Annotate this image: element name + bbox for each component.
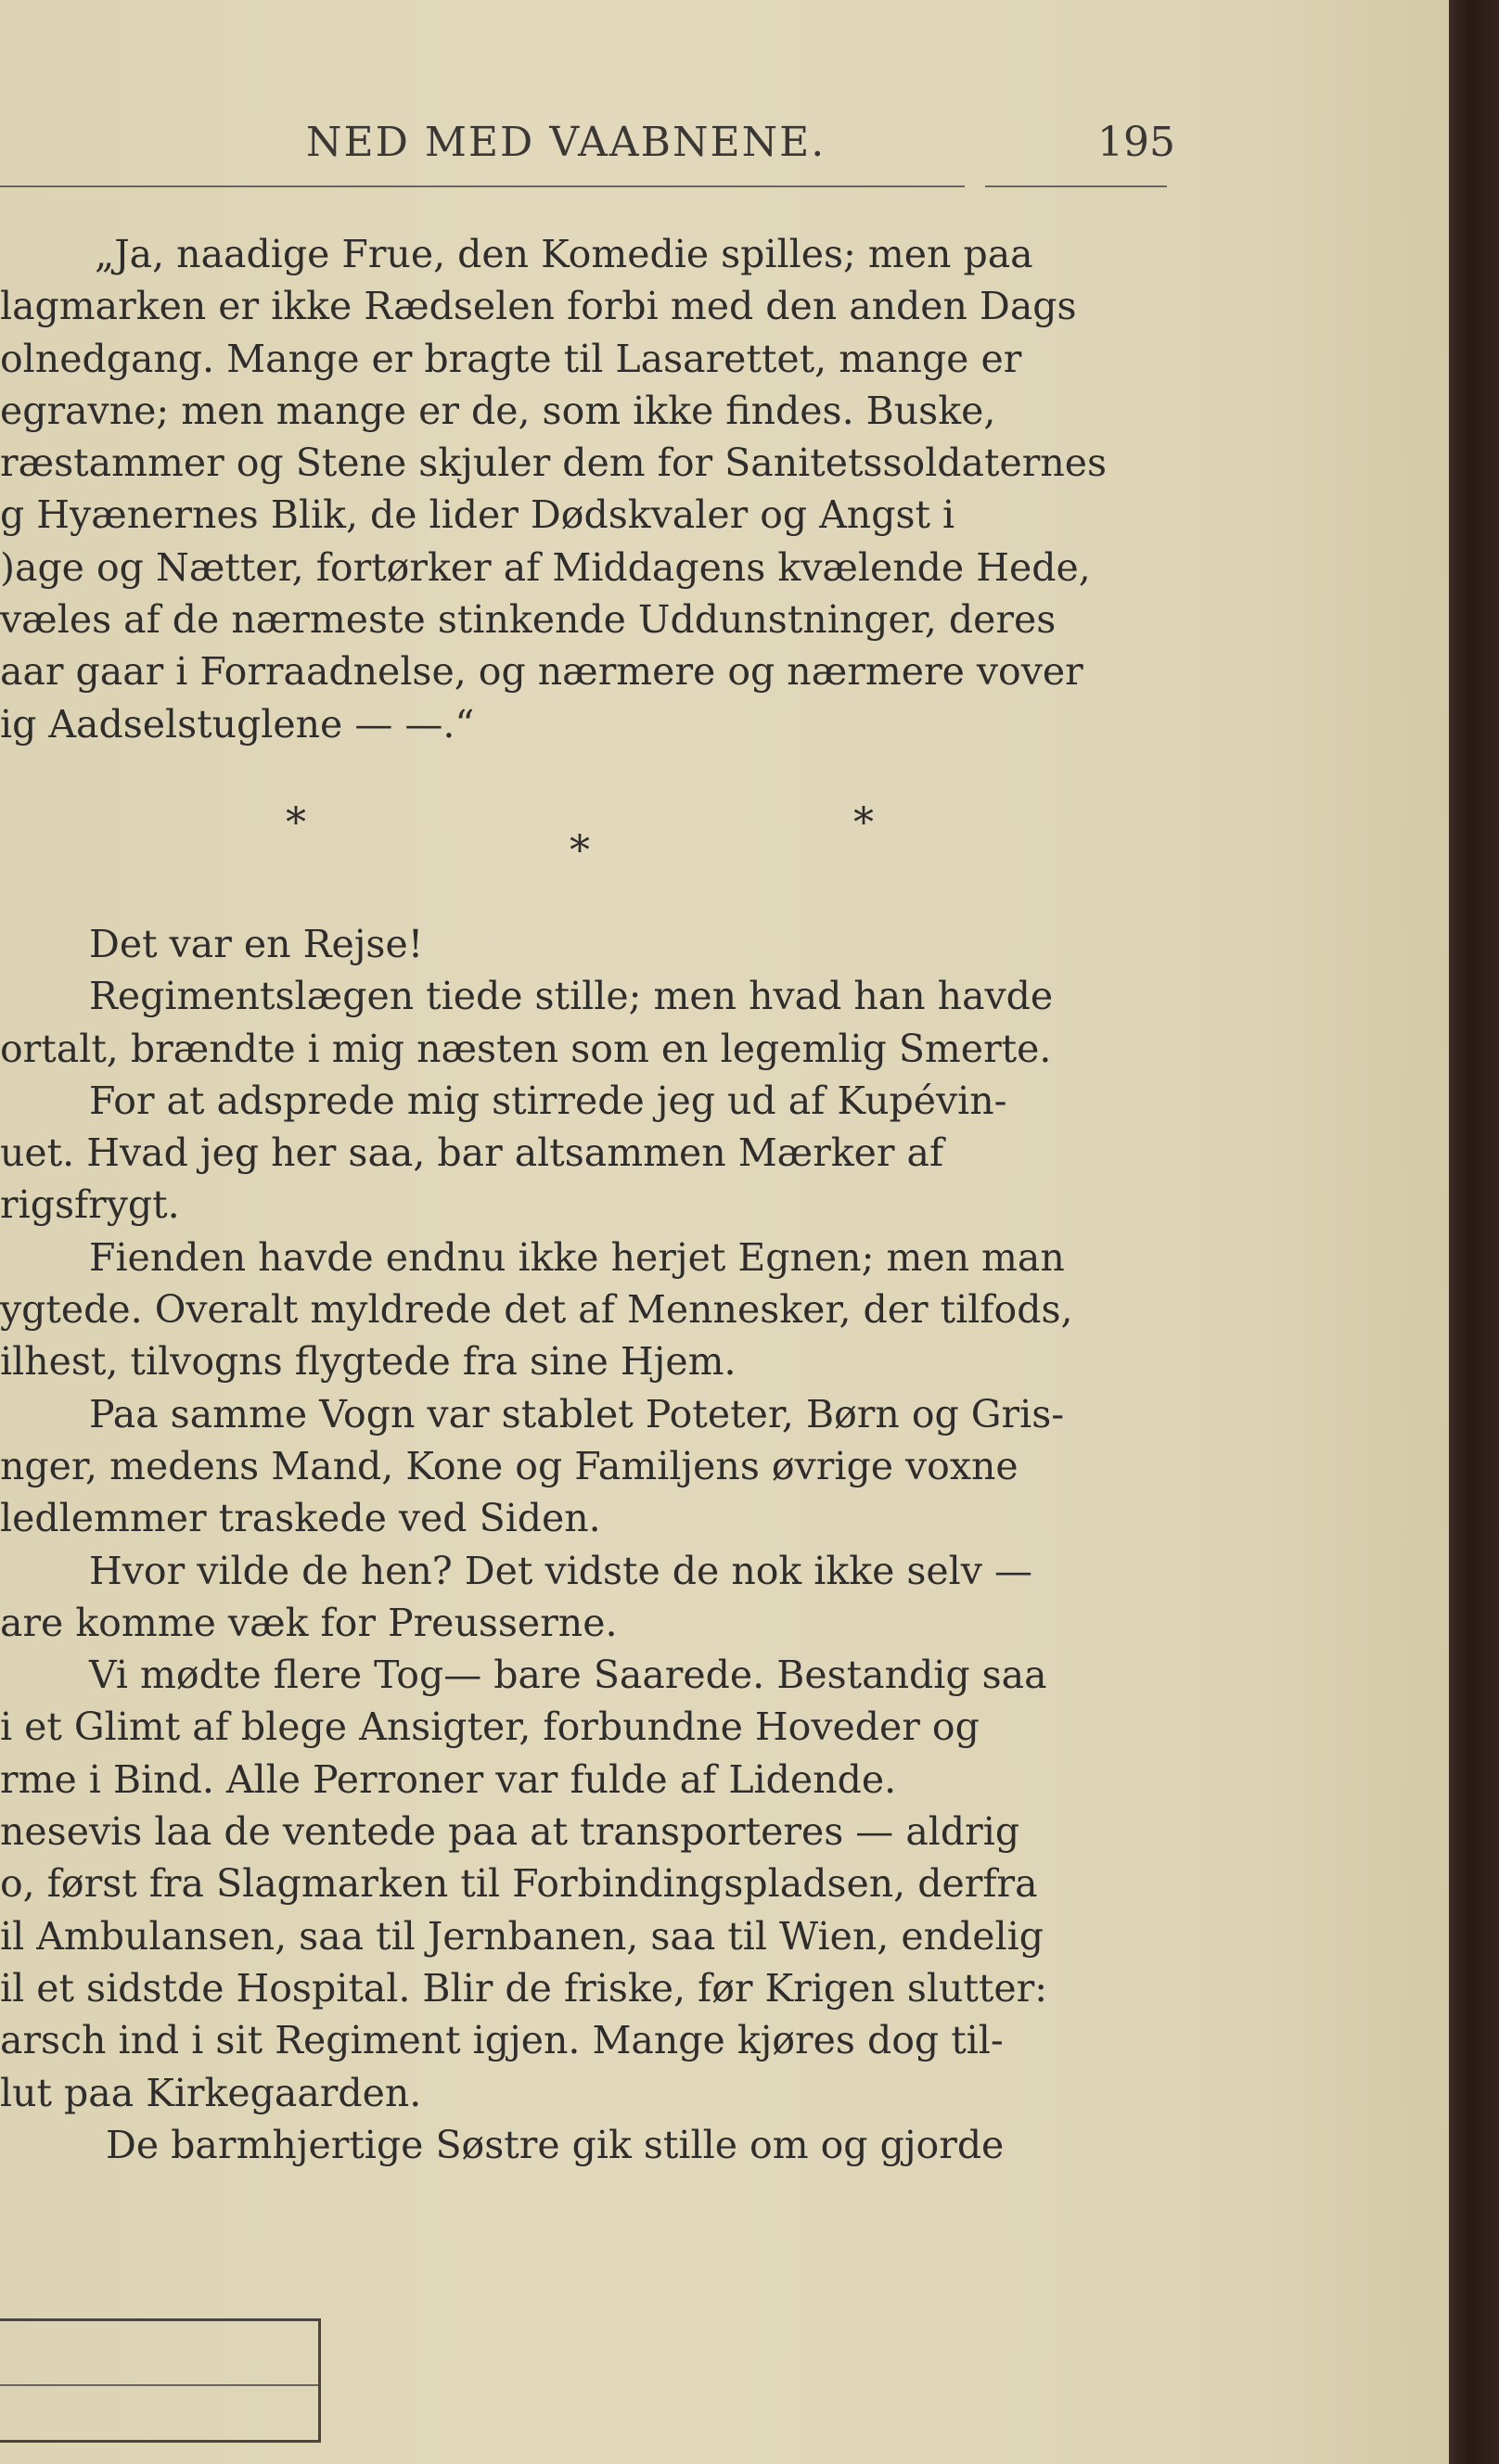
text-line: Det var en Rejse!	[89, 922, 424, 966]
page-number: 195	[1097, 119, 1175, 166]
section-separator	[0, 799, 1299, 883]
narrative-passage	[0, 918, 1187, 2171]
text-line: g Hyænernes Blik, de lider Dødskvaler og Angst i	[0, 492, 955, 538]
quoted-passage	[0, 228, 1187, 750]
text-line: rigsfrygt.	[0, 1182, 180, 1228]
text-line: aar gaar i Forraadnelse, og nærmere og nærmere vover	[0, 649, 1083, 695]
text-line: o, først fra Slagmarken til Forbindingspladsen, derfra	[0, 1861, 1038, 1907]
text-line: For at adsprede mig stirrede jeg ud af Kupévin-	[89, 1078, 1007, 1123]
stamp-box-divider	[0, 2384, 318, 2386]
text-line: arsch ind i sit Regiment igjen. Mange kjøres dog til-	[0, 2018, 1004, 2063]
text-line: Fienden havde endnu ikke herjet Egnen; men man	[89, 1234, 1065, 1280]
text-line: Vi mødte flere Tog— bare Saarede. Bestandig saa	[89, 1653, 1047, 1698]
header-rule-right	[985, 185, 1167, 187]
library-stamp-box	[0, 2318, 321, 2443]
text-line: ortalt, brændte i mig næsten som en legemlig Smerte.	[0, 1026, 1052, 1071]
text-line: i et Glimt af blege Ansigter, forbundne Hoveder og	[0, 1704, 980, 1750]
asterisk: *	[570, 827, 590, 875]
asterisk: *	[853, 799, 874, 847]
text-line: il Ambulansen, saa til Jernbanen, saa til Wien, endelig	[0, 1913, 1044, 1959]
text-line: Paa samme Vogn var stablet Poteter, Børn og Gris-	[89, 1391, 1065, 1436]
text-line: Regimentslægen tiede stille; men hvad han havde	[89, 974, 1054, 1019]
text-line: uet. Hvad jeg her saa, bar altsammen Mærker af	[0, 1130, 944, 1176]
text-line: il et sidstde Hospital. Blir de friske, før Krigen slutter:	[0, 1965, 1048, 2011]
text-line: olnedgang. Mange er bragte til Lasarettet, mange er	[0, 336, 1022, 381]
text-line: lagmarken er ikke Rædselen forbi med den anden Dags	[0, 284, 1077, 329]
book-spine	[1449, 0, 1499, 2464]
text-line: )age og Nætter, fortørker af Middagens kvælende Hede,	[0, 544, 1091, 590]
text-line: nesevis laa de ventede paa at transporteres — aldrig	[0, 1809, 1020, 1855]
running-title: NED MED VAABNENE.	[306, 119, 826, 166]
text-line: rme i Bind. Alle Perroner var fulde af Lidende.	[0, 1756, 897, 1802]
text-line: Hvor vilde de hen? Det vidste de nok ikke selv —	[89, 1548, 1032, 1593]
text-line: ledlemmer traskede ved Siden.	[0, 1496, 601, 1541]
text-line: lut paa Kirkegaarden.	[0, 2070, 422, 2115]
text-line: væles af de nærmeste stinkende Uddunstninger, deres	[0, 597, 1057, 643]
text-line: „Ja, naadige Frue, den Komedie spilles; men paa	[95, 232, 1033, 276]
text-line: are komme væk for Preusserne.	[0, 1600, 618, 1645]
asterisk: *	[286, 799, 306, 847]
text-line: egravne; men mange er de, som ikke findes. Buske,	[0, 388, 996, 433]
running-header	[0, 119, 1449, 174]
text-line: nger, medens Mand, Kone og Familjens øvrige voxne	[0, 1443, 1019, 1488]
text-line: ygtede. Overalt myldrede det af Mennesker, der tilfods,	[0, 1287, 1073, 1333]
text-line: ig Aadselstuglene — —.“	[0, 701, 475, 747]
text-line: De barmhjertige Søstre gik stille om og gjorde	[106, 2122, 1005, 2167]
header-rule-left	[0, 185, 965, 187]
text-line: ræstammer og Stene skjuler dem for Sanitetssoldaternes	[0, 440, 1108, 486]
text-line: ilhest, tilvogns flygtede fra sine Hjem.	[0, 1339, 737, 1385]
